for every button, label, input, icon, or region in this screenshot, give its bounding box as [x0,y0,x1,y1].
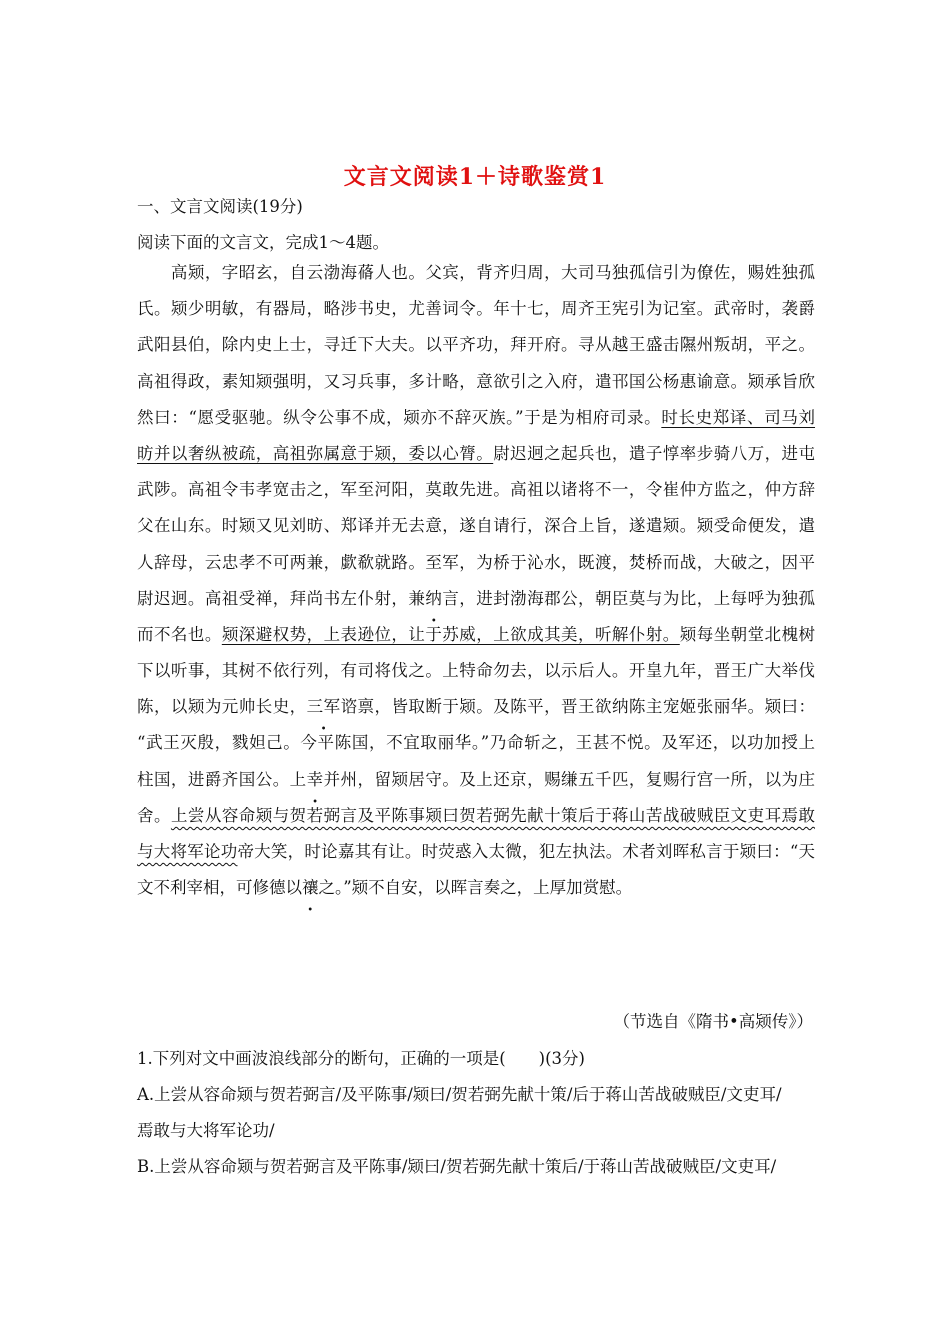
passage-line [137,689,815,725]
passage-text: 陈，以颎为元帅长史， [137,697,307,717]
passage-line: 高祖得政，素知颎强明，又习兵事，多计略，意欲引之入府，遣邗国公杨惠谕意。颎承旨欣 [137,371,815,391]
passage-line: 人辞母，云忠孝不可两兼，歔欷就路。至军，为桥于沁水，既渡，焚桥而战，大破之，因平 [137,552,815,572]
passage-text: 颎每坐朝堂北槐树 [679,624,816,644]
passage-line: 武陟。高祖令韦孝宽击之，军至河阳，莫敢先进。高祖以诸将不一，令崔仲方监之，仲方辞 [137,480,815,500]
passage-line: 下以听事，其树不依行列，有司将伐之。上特命勿去，以示后人。开皇九年，晋王广大举伐 [137,661,815,681]
passage-text: 而不名也。 [137,624,222,644]
passage-text: 舍。 [137,805,171,825]
question-1-stem: 1.下列对文中画波浪线部分的断句，正确的一项是( )(3分) [137,1049,585,1068]
passage-line: 氏。颎少明敏，有器局，略涉书史，尤善词令。年十七，周齐王宪引为记室。武帝时，袭爵 [137,299,815,319]
passage-text: 谘禀，皆取断于颎。及陈平，晋王欲纳陈主宠姬张丽华。颎曰： [340,697,816,717]
instruction-text: 阅读下面的文言文，完成1～4题。 [137,233,389,252]
passage-line [137,400,815,436]
dotted-term: 兼纳言 [408,588,460,608]
passage-text: 并州，留颎居守。及上还京，赐缣五千匹，复赐行宫一所，以为庄 [323,769,816,789]
underlined-sentence: 昉并以奢纵被疏，高祖弥属意于颎，委以心膂。 [137,443,494,463]
passage-text: 柱国，进爵齐国公。上 [137,769,307,789]
source-citation: （节选自《隋书•高颎传》） [613,1012,813,1031]
passage-text: ，进封渤海郡公，朝臣莫与为比，上每呼为独孤 [459,588,816,608]
question-1-option-a-cont: 焉敢与大将军论功/ [137,1121,275,1140]
classical-passage [137,255,815,906]
passage-text: 尉迟迥之起兵也，遣子惇率步骑八万，进屯 [493,443,816,463]
passage-line [137,762,815,798]
passage-line [137,798,815,834]
question-1-option-b: B.上尝从容命颎与贺若弼言及平陈事/颎曰/贺若弼先献十策后/于蒋山苦战破贼臣/文吏耳/ [137,1157,777,1176]
passage-line [137,834,815,870]
passage-line: 父在山东。时颎又见刘昉、郑译并无去意，遂自请行，深合上旨，遂遣颎。颎受命便发，遣 [137,516,815,536]
passage-line [137,436,815,472]
wavy-underlined-sentence: 上尝从容命颎与贺若弼言及平陈事颎曰贺若弼先献十策后于蒋山苦战破贼臣文吏耳焉敢 [170,805,816,825]
document-title: 文言文阅读1＋诗歌鉴赏1 [343,164,607,190]
passage-text: 尉迟迥。高祖受禅，拜尚书左仆射， [137,588,409,608]
passage-line [137,870,815,906]
passage-line: “武王灭殷，戮妲己。今平陈国，不宜取丽华。”乃命斩之，王甚不悦。及军还，以功加授上 [137,733,815,753]
passage-line: 武阳县伯，除内史上士，寻迁下大夫。以平齐功，拜开府。寻从越王盛击隰州叛胡，平之。 [137,335,815,355]
passage-text: 帝大笑，时论嘉其有让。时荧惑入太微，犯左执法。术者刘晖私言于颎曰：“天 [237,842,816,861]
passage-line [137,581,815,617]
passage-line: 高颎，字昭玄，自云渤海蓨人也。父宾，背齐归周，大司马独孤信引为僚佐，赐姓独孤 [137,263,815,282]
dotted-term: 三军 [306,697,341,717]
dotted-term: 幸 [306,769,324,789]
underlined-sentence: 颎深避权势，上表逊位，让于苏威，上欲成其美，听解仆射。 [221,624,680,644]
dotted-term: 禳 [302,878,319,898]
passage-text: 之。”颎不自安，以晖言奏之，上厚加赏慰。 [318,878,633,898]
passage-text: 文不利宰相，可修德以 [137,878,302,898]
wavy-underlined-sentence: 与大将军论功 [137,842,238,861]
passage-text: 然曰：“愿受驱驰。纵令公事不成，颎亦不辞灭族。”于是为相府司录。 [137,407,662,427]
passage-line [137,617,815,653]
underlined-sentence: 时长史郑译、司马刘 [661,407,816,427]
question-1-option-a: A.上尝从容命颎与贺若弼言/及平陈事/颎曰/贺若弼先献十策/后于蒋山苦战破贼臣/文吏耳/ [137,1085,782,1104]
section-heading: 一、文言文阅读(19分) [137,197,303,216]
